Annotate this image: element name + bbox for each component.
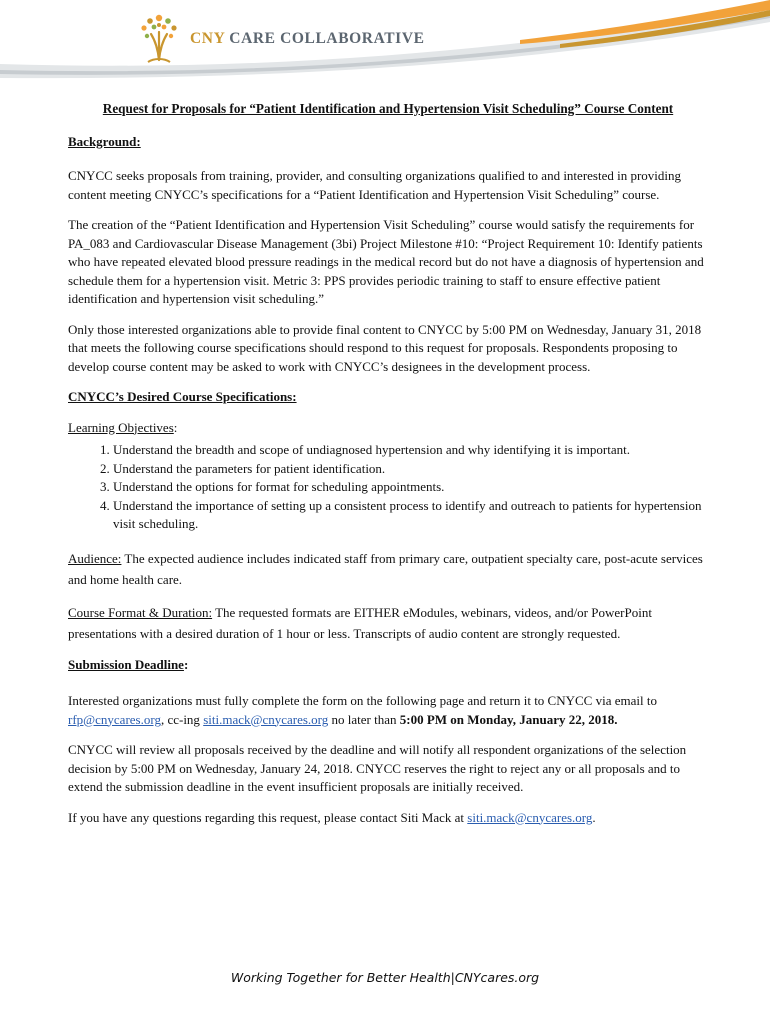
contact-paragraph	[68, 809, 708, 828]
submission-text-a: Interested organizations must fully complete the form on the following page and return it to CNYCC via email to	[68, 693, 657, 708]
list-item: 2. Understand the parameters for patient identification.	[113, 460, 708, 479]
learning-objectives-title: Learning Objectives	[68, 419, 174, 435]
submission-heading	[68, 656, 708, 675]
submission-heading-colon: :	[183, 656, 189, 672]
audience-text: The expected audience includes indicated staff from primary care, outpatient specialty care, post-acute services and home health care.	[68, 550, 703, 587]
learning-objectives-label	[68, 419, 708, 438]
course-format-label: Course Format & Duration:	[68, 604, 213, 620]
background-heading: Background:	[68, 133, 141, 149]
specs-heading: CNYCC’s Desired Course Specifications:	[68, 389, 297, 404]
page-header	[0, 0, 770, 80]
background-paragraph-2: The creation of the “Patient Identification and Hypertension Visit Scheduling” course would satisfy the requirements for PA_083 and Cardiovascular Disease Management (3bi) Project Milestone #10: “Project Requirement 10: Identify patients who have repeated elevated blood pressure readings in the medical record but do not have a diagnosis of hypertension and schedule them for a hypertension visit. Metric 3: PPS provides periodic training to staff to ensure effective patient identification and hypertension visit scheduling.”	[68, 217, 704, 306]
background-paragraph-1: CNYCC seeks proposals from training, provider, and consulting organizations qualified to and interested in providing content meeting CNYCC’s specifications for a “Patient Identification and Hypertension Visit Scheduling” course.	[68, 168, 682, 202]
document-body	[68, 100, 708, 839]
submission-paragraph-1	[68, 692, 708, 729]
submission-text-b: , cc-ing	[160, 711, 204, 727]
audience-label: Audience:	[68, 550, 122, 566]
logo-cny: CNY	[190, 30, 225, 47]
logo-wordmark	[190, 30, 425, 48]
background-paragraph-3: Only those interested organizations able to provide final content to CNYCC by 5:00 PM on Wednesday, January 31, 2018 that meets the following course specifications should respond to this request for proposals. Respondents proposing to develop course content may be asked to work with CNYCC’s designees in the development process.	[68, 321, 702, 374]
page-title: Request for Proposals for “Patient Identification and Hypertension Visit Scheduling” Course Content	[102, 101, 674, 116]
list-item: 1. Understand the breadth and scope of undiagnosed hypertension and why identifying it is important.	[113, 441, 708, 460]
learning-objectives-colon: :	[173, 419, 178, 435]
contact-text-b: .	[592, 809, 596, 825]
submission-paragraph-2: CNYCC will review all proposals received by the deadline and will notify all respondent organizations of the selection decision by 5:00 PM on Wednesday, January 24, 2018. CNYCC reserves the right to reject any or all proposals and to extend the submission deadline in the event insufficient proposals are initially received.	[68, 742, 687, 794]
learning-objectives-list	[68, 441, 708, 534]
contact-text-a: If you have any questions regarding this request, please contact Siti Mack at	[68, 809, 468, 825]
submission-text-c: no later than	[328, 711, 400, 727]
course-format-text: The requested formats are EITHER eModules, webinars, videos, and/or PowerPoint presentations with a desired duration of 1 hour or less. Transcripts of audio content are strongly requested.	[68, 604, 652, 641]
submission-heading-text: Submission Deadline	[68, 656, 184, 672]
logo-care-collaborative: CARE COLLABORATIVE	[229, 30, 425, 47]
audience-paragraph	[68, 548, 708, 590]
page-footer: Working Together for Better Health|CNYcares.org	[230, 970, 540, 985]
siti-email-link[interactable]: siti.mack@cnycares.org	[203, 711, 329, 727]
rfp-email-link[interactable]: rfp@cnycares.org	[68, 711, 161, 727]
deadline-text: 5:00 PM on Monday, January 22, 2018.	[399, 711, 618, 727]
list-item: 3. Understand the options for format for scheduling appointments.	[113, 478, 708, 497]
course-format-paragraph	[68, 602, 708, 644]
logo-tree-icon	[134, 12, 184, 64]
contact-email-link[interactable]: siti.mack@cnycares.org	[467, 809, 593, 825]
list-item: 4. Understand the importance of setting up a consistent process to identify and outreach to patients for hypertension visit scheduling.	[113, 497, 708, 534]
